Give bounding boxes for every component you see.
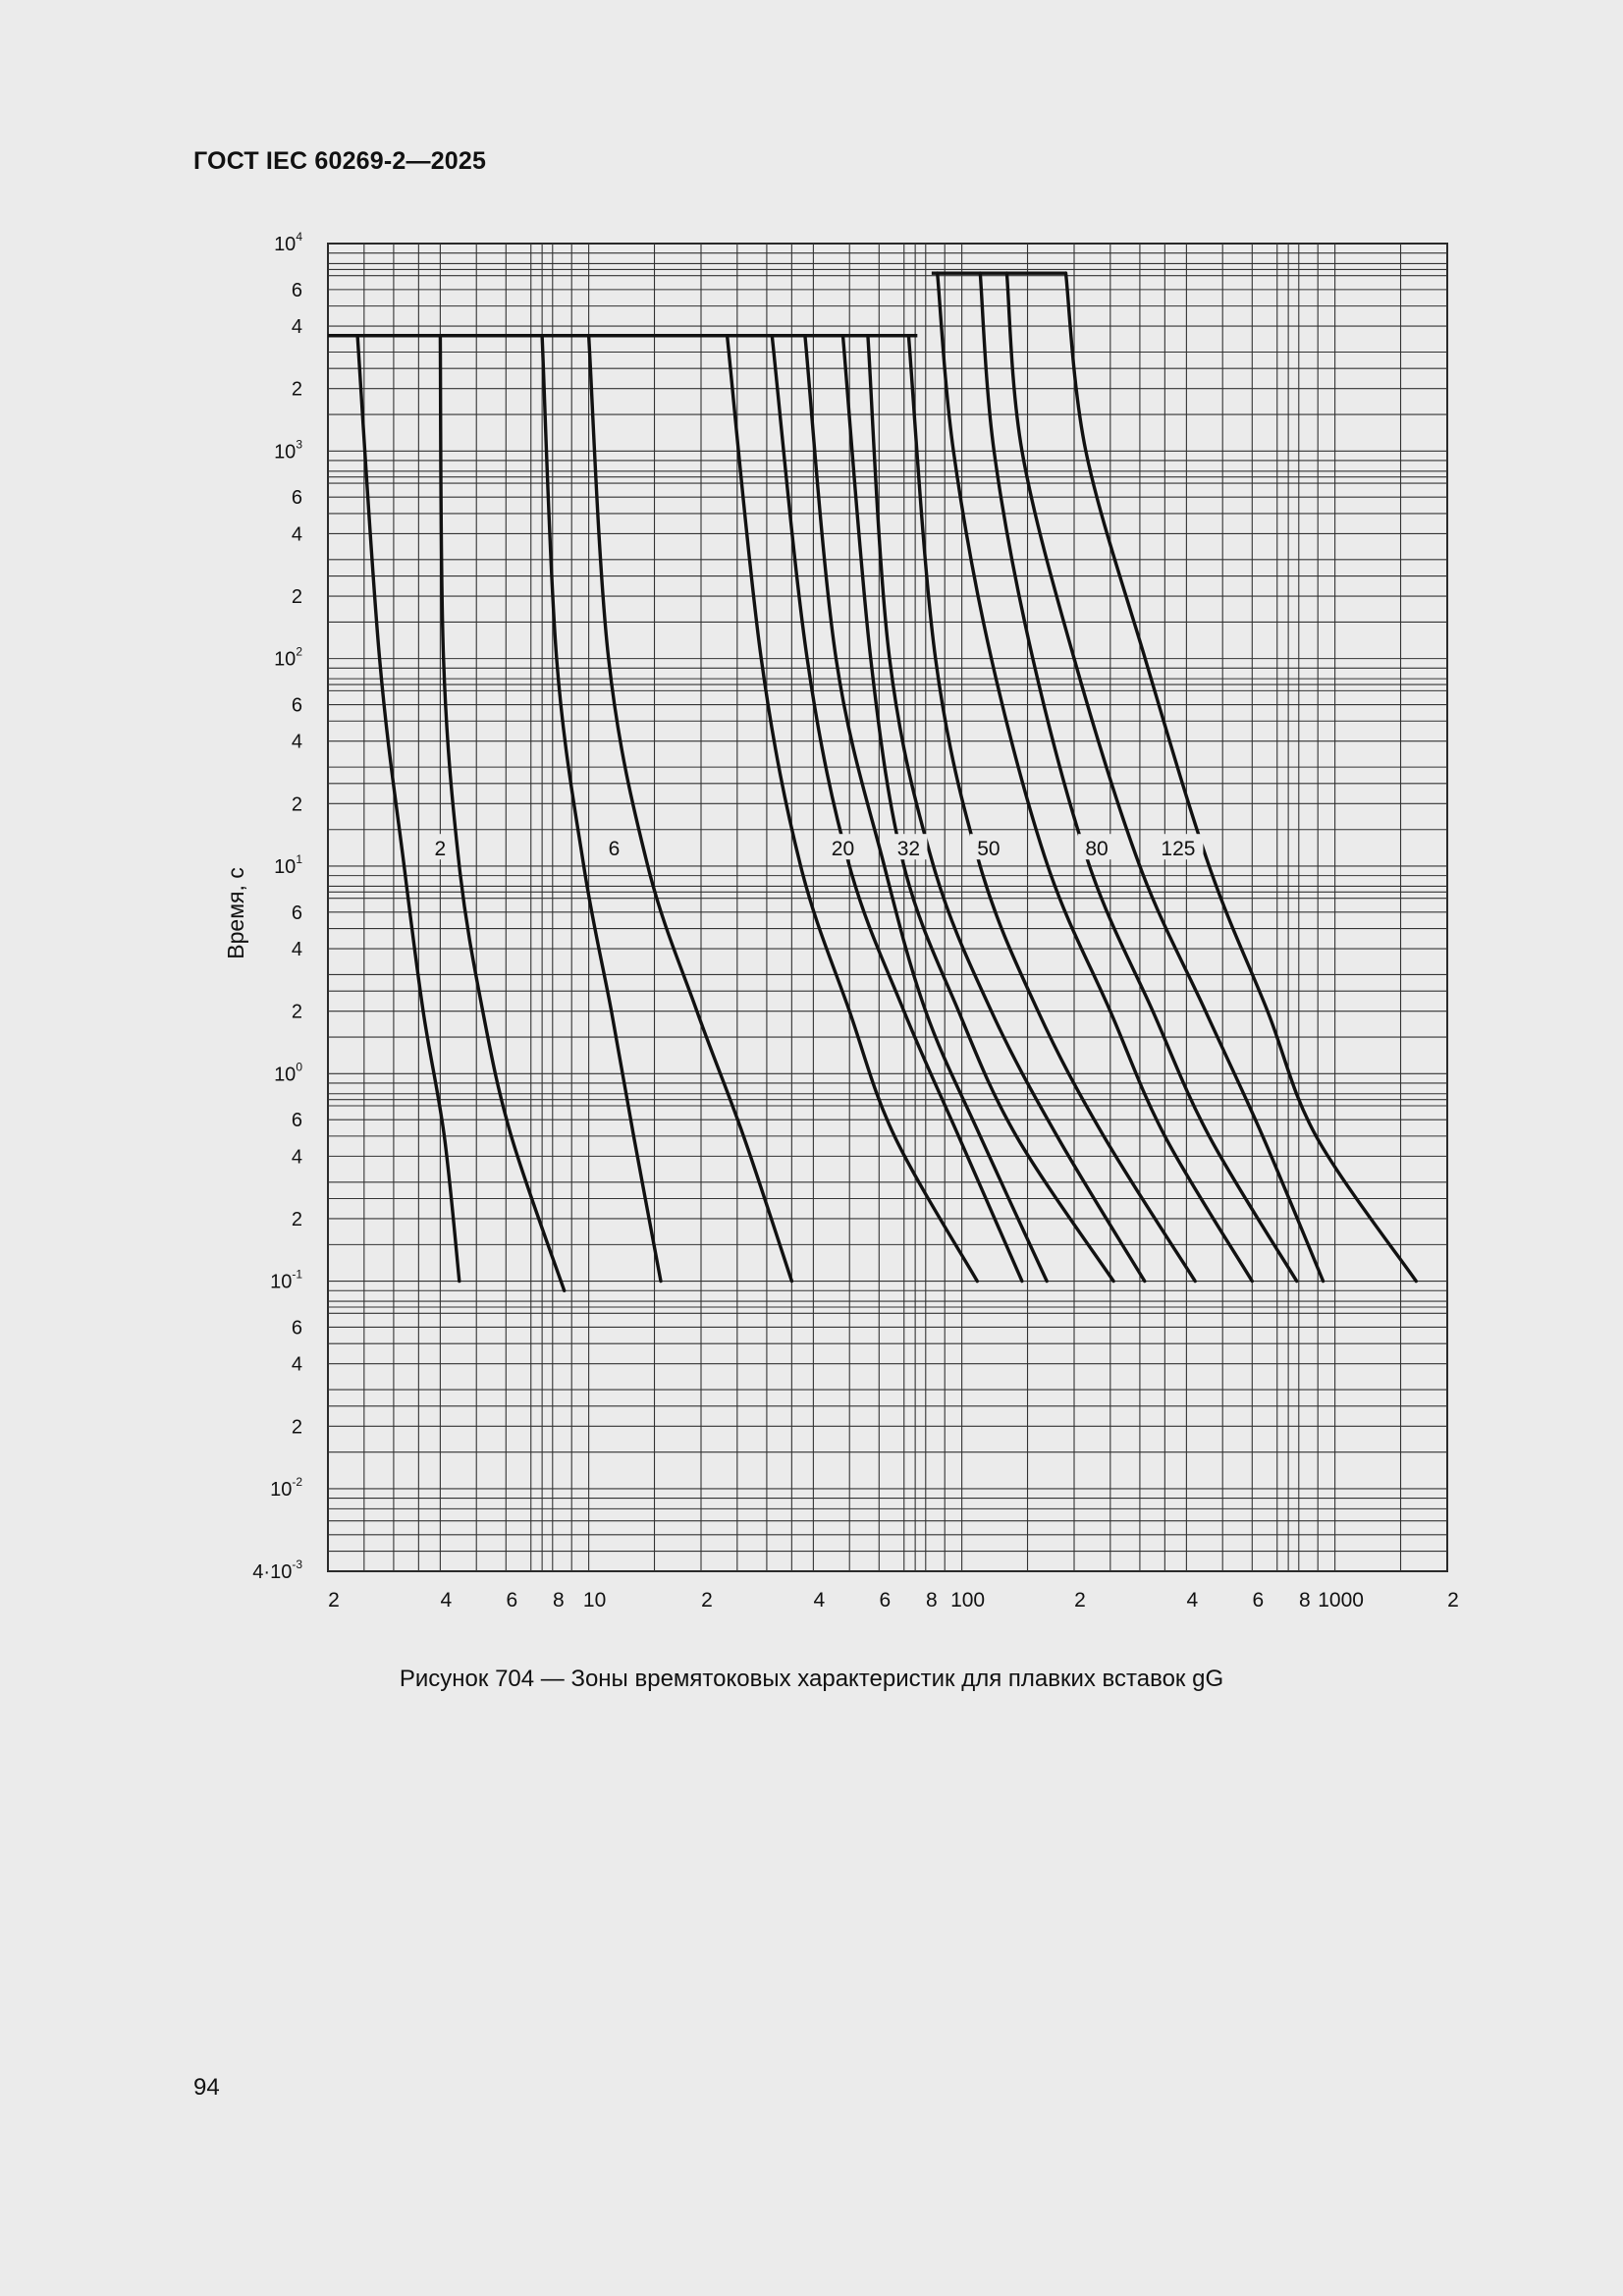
y-tick-label: 2: [291, 1208, 302, 1230]
y-tick-label: 4: [291, 1353, 302, 1376]
x-tick-label: 8: [925, 1589, 938, 1612]
y-tick-label: 6: [291, 487, 302, 510]
y-axis-label: Время, с: [223, 867, 248, 959]
y-tick-exponent: -3: [292, 1558, 302, 1571]
curves: [328, 273, 1416, 1290]
curve-label-125: 125: [1161, 838, 1196, 861]
x-tick-label: 8: [552, 1589, 565, 1612]
curve-label-2: 2: [434, 838, 447, 861]
x-tick-label: 4: [1186, 1589, 1199, 1612]
y-tick-label: 4: [291, 1146, 302, 1169]
x-tick-label: 10: [582, 1589, 607, 1612]
y-tick-label: $10^2$: [274, 644, 302, 671]
y-tick-exponent: 0: [296, 1060, 302, 1074]
grid: [328, 244, 1447, 1571]
y-tick-label: 2: [291, 378, 302, 401]
y-tick-label: 4: [291, 939, 302, 961]
y-tick-label: 2: [291, 586, 302, 609]
x-tick-label: 6: [1252, 1589, 1265, 1612]
y-tick-label: 6: [291, 694, 302, 717]
x-tick-label: 4: [813, 1589, 826, 1612]
y-tick-exponent: 4: [296, 230, 302, 244]
y-tick-exponent: 2: [296, 644, 302, 659]
y-tick-label: 6: [291, 1317, 302, 1339]
y-tick-label: $10^0$: [274, 1060, 302, 1086]
x-tick-label: 2: [701, 1589, 713, 1612]
y-tick-label: 6: [291, 279, 302, 301]
y-tick-exponent: 3: [296, 437, 302, 452]
document-title: ГОСТ IEC 60269-2—2025: [193, 147, 487, 175]
curve-label-80: 80: [1085, 838, 1109, 861]
x-tick-label: 8: [1298, 1589, 1311, 1612]
y-tick-label: $10^1$: [274, 851, 302, 878]
y-tick-label: 6: [291, 902, 302, 924]
y-tick-label: $10^4$: [274, 230, 302, 255]
x-tick-label: 2: [328, 1589, 340, 1612]
curve-labels: [428, 834, 1204, 860]
curve-label-32: 32: [896, 838, 921, 861]
page-number: 94: [193, 2074, 220, 2101]
curve-label-20: 20: [831, 838, 855, 861]
x-tick-label: 2: [1074, 1589, 1086, 1612]
y-tick-exponent: -2: [292, 1474, 302, 1489]
curve-label-6: 6: [608, 838, 621, 861]
tick-labels: [252, 230, 1459, 1612]
fuse-curve-125: [1066, 273, 1417, 1282]
fuse-curve-2: [440, 336, 564, 1291]
figure-caption: Рисунок 704 — Зоны времятоковых характеристик для плавких вставок gG: [399, 1666, 1224, 1692]
y-tick-label: 2: [291, 1416, 302, 1439]
y-tick-label: 2: [291, 1001, 302, 1023]
y-tick-exponent: -1: [292, 1267, 302, 1282]
x-tick-label: 4: [440, 1589, 453, 1612]
x-tick-label: 6: [879, 1589, 892, 1612]
y-tick-label: $10^{-2}$: [270, 1474, 302, 1501]
y-tick-label: $10^3$: [274, 437, 302, 464]
plot-frame: [328, 244, 1447, 1571]
x-tick-label: 100: [950, 1589, 986, 1612]
y-tick-label: $10^{-1}$: [270, 1267, 302, 1293]
y-tick-label: 4: [291, 731, 302, 753]
x-tick-label: 2: [1447, 1589, 1459, 1612]
x-tick-label: 1000: [1318, 1589, 1364, 1612]
y-tick-label: 6: [291, 1110, 302, 1132]
y-tick-label: 4: [291, 523, 302, 546]
y-tick-label: $4\cdot 10^{-3}$: [252, 1558, 302, 1583]
x-tick-label: 6: [506, 1589, 518, 1612]
y-tick-exponent: 1: [296, 851, 302, 866]
y-tick-label: 2: [291, 793, 302, 816]
curve-label-50: 50: [977, 838, 1001, 861]
y-tick-label: 4: [291, 316, 302, 339]
